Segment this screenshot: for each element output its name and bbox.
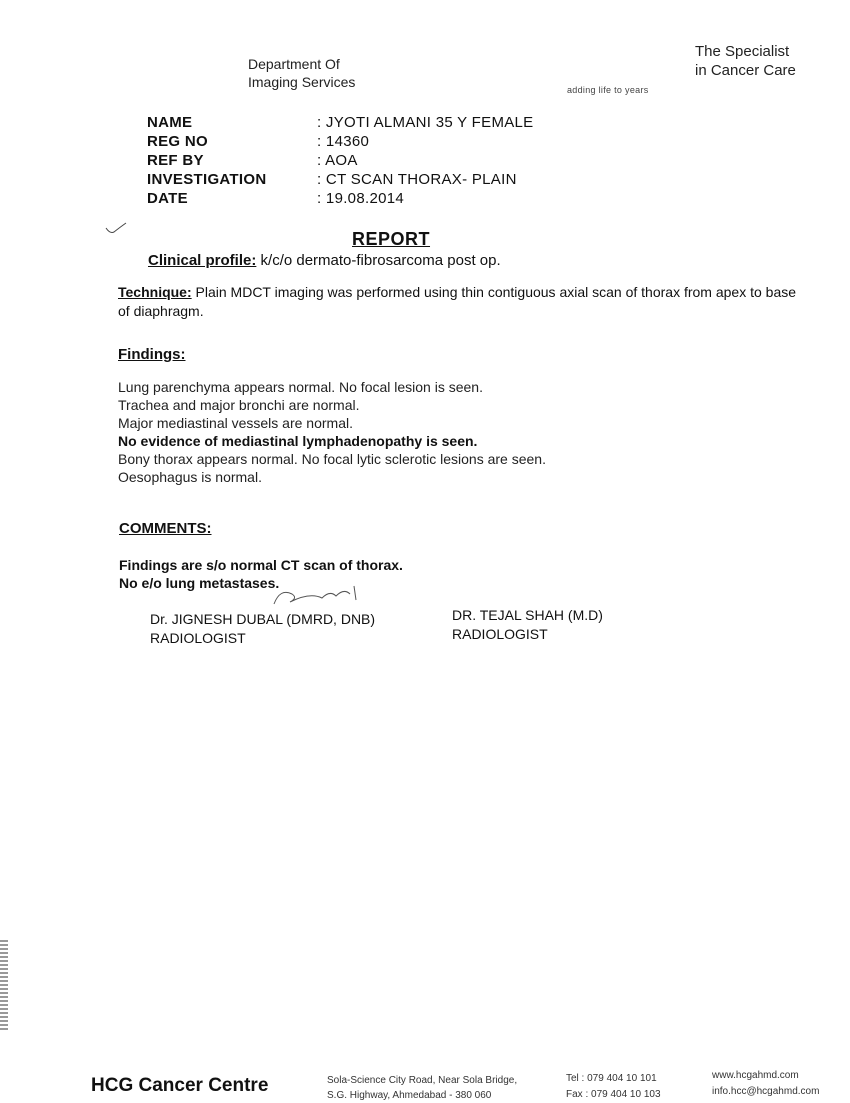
clinical-label: Clinical profile: bbox=[148, 252, 257, 269]
patient-label: REG NO bbox=[147, 133, 208, 150]
technique-label: Technique: bbox=[118, 284, 192, 300]
findings-title: Findings: bbox=[118, 346, 186, 363]
footer-address-line2: S.G. Highway, Ahmedabad - 380 060 bbox=[327, 1090, 492, 1101]
signatory-1-name: Dr. JIGNESH DUBAL (DMRD, DNB) bbox=[150, 611, 376, 627]
footer-org-name: HCG Cancer Centre bbox=[91, 1075, 269, 1096]
signature bbox=[270, 584, 370, 610]
patient-row bbox=[147, 170, 534, 189]
technique-text: Plain MDCT imaging was performed using thin contiguous axial scan of thorax from apex to base of diaphragm. bbox=[118, 284, 797, 319]
comment-item: No e/o lung metastases. bbox=[119, 575, 280, 591]
footer-address-line1: Sola-Science City Road, Near Sola Bridge, bbox=[327, 1075, 518, 1086]
department-heading bbox=[248, 55, 355, 91]
footer-web bbox=[712, 1068, 819, 1100]
footer-website: www.hcgahmd.com bbox=[712, 1070, 799, 1081]
patient-label: INVESTIGATION bbox=[147, 171, 267, 188]
footer-contact bbox=[566, 1071, 661, 1103]
clinical-profile bbox=[148, 252, 501, 269]
patient-row bbox=[147, 189, 534, 208]
report-title: REPORT bbox=[352, 229, 431, 249]
comments-title: COMMENTS: bbox=[119, 520, 212, 537]
finding-item: No evidence of mediastinal lymphadenopathy is seen. bbox=[118, 433, 478, 449]
finding-item: Oesophagus is normal. bbox=[118, 469, 262, 485]
comment-item: Findings are s/o normal CT scan of thorax. bbox=[119, 557, 403, 573]
footer-address bbox=[327, 1073, 517, 1103]
patient-label: DATE bbox=[147, 190, 188, 207]
finding-item: Lung parenchyma appears normal. No focal lesion is seen. bbox=[118, 379, 483, 395]
signatory-2 bbox=[452, 606, 603, 644]
specialist-tagline bbox=[695, 42, 796, 80]
finding-item: Major mediastinal vessels are normal. bbox=[118, 415, 353, 431]
tagline: adding life to years bbox=[567, 85, 649, 95]
pen-tick-mark bbox=[105, 222, 127, 236]
finding-item: Bony thorax appears normal. No focal lytic sclerotic lesions are seen. bbox=[118, 451, 546, 467]
patient-row bbox=[147, 113, 534, 132]
patient-value: : CT SCAN THORAX- PLAIN bbox=[317, 171, 517, 188]
scan-edge-mark bbox=[0, 940, 8, 1030]
patient-info bbox=[147, 113, 534, 208]
finding-item: Trachea and major bronchi are normal. bbox=[118, 397, 360, 413]
patient-value: : 14360 bbox=[317, 133, 370, 150]
footer-fax: Fax : 079 404 10 103 bbox=[566, 1089, 661, 1100]
patient-label: REF BY bbox=[147, 152, 204, 169]
signatory-1-role: RADIOLOGIST bbox=[150, 630, 246, 646]
signatory-2-role: RADIOLOGIST bbox=[452, 626, 548, 642]
footer-tel: Tel : 079 404 10 101 bbox=[566, 1073, 657, 1084]
technique-paragraph bbox=[118, 283, 808, 321]
department-line2: Imaging Services bbox=[248, 74, 356, 90]
specialist-line1: The Specialist bbox=[695, 43, 790, 60]
footer-email: info.hcc@hcgahmd.com bbox=[712, 1086, 820, 1097]
findings-list bbox=[118, 378, 546, 486]
specialist-line2: in Cancer Care bbox=[695, 62, 796, 79]
signatory-1 bbox=[150, 610, 375, 648]
patient-value: : JYOTI ALMANI 35 Y FEMALE bbox=[317, 114, 534, 131]
patient-row bbox=[147, 151, 534, 170]
department-line1: Department Of bbox=[248, 56, 340, 72]
clinical-text: k/c/o dermato-fibrosarcoma post op. bbox=[256, 252, 501, 269]
signatory-2-name: DR. TEJAL SHAH (M.D) bbox=[452, 607, 603, 623]
patient-row bbox=[147, 132, 534, 151]
patient-value: : AOA bbox=[317, 152, 358, 169]
patient-value: : 19.08.2014 bbox=[317, 190, 405, 207]
patient-label: NAME bbox=[147, 114, 193, 131]
